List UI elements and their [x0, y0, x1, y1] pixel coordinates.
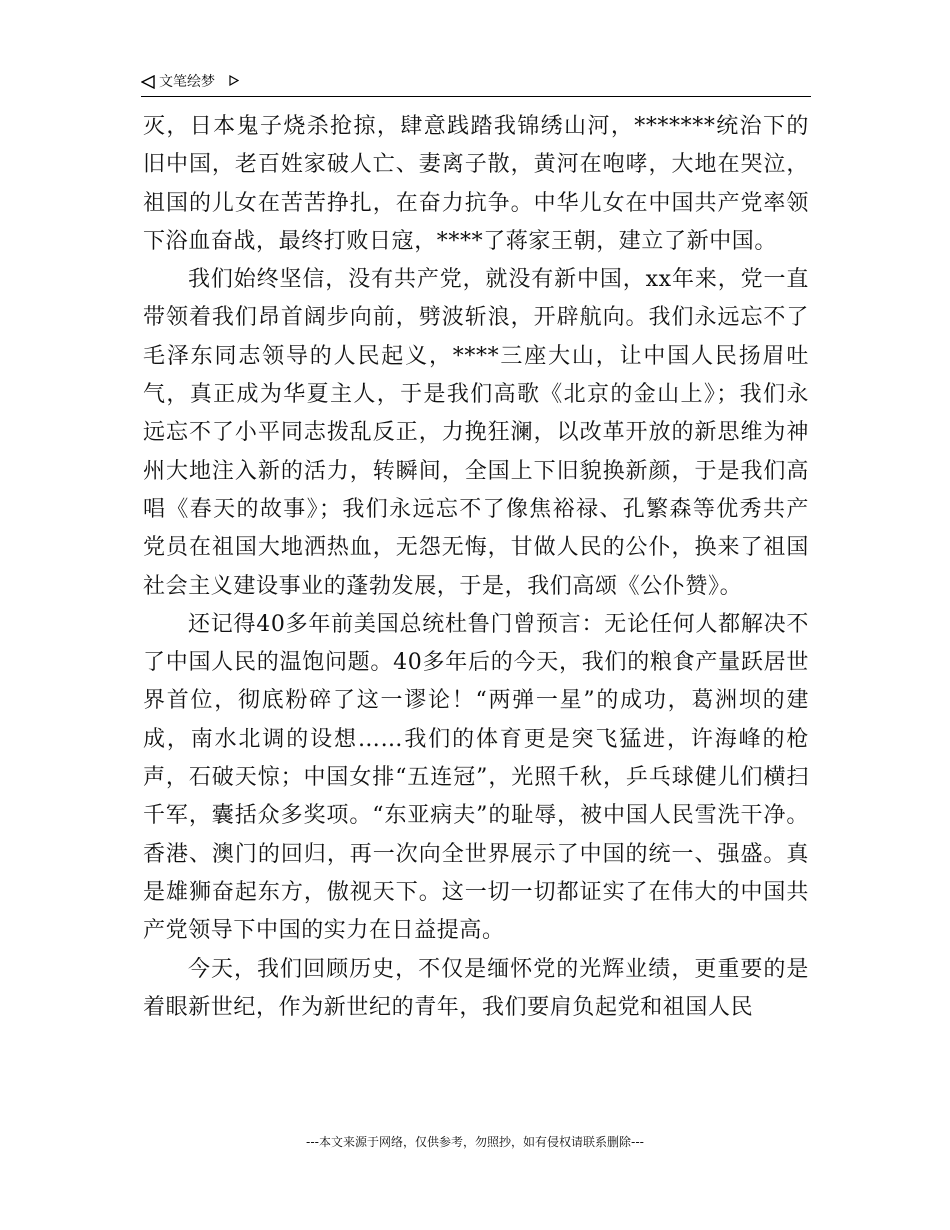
- right-triangle-icon: [229, 75, 239, 86]
- paragraph-2: 我们始终坚信，没有共产党，就没有新中国，xx年来，党一直带领着我们昂首阔步向前，劈波斩浪，开辟航向。我们永远忘不了毛泽东同志领导的人民起义，****三座大山，让中国人民扬眉吐气，真正成为华夏主人，于是我们高歌《北京的金山上》；我们永远忘不了小平同志拨乱反正，力挽狂澜，以改革开放的新思维为神州大地注入新的活力，转瞬间，全国上下旧貌换新颜，于是我们高唱《春天的故事》；我们永远忘不了像焦裕禄、孔繁森等优秀共产党员在祖国大地洒热血，无怨无悔，甘做人民的公仆，换来了祖国社会主义建设事业的蓬勃发展，于是，我们高颂《公仆赞》。: [143, 267, 809, 599]
- paragraph-3: 还记得40多年前美国总统杜鲁门曾预言：无论任何人都解决不了中国人民的温饱问题。40多年后的今天，我们的粮食产量跃居世界首位，彻底粉碎了这一谬论！“两弹一星”的成功，葛洲坝的建成，南水北调的设想……我们的体育更是突飞猛进，许海峰的枪声，石破天惊；中国女排“五连冠”，光照千秋，乒乓球健儿们横扫千军，囊括众多奖项。“东亚病夫”的耻辱，被中国人民雪洗干净。香港、澳门的回归，再一次向全世界展示了中国的统一、强盛。真是雄狮奋起东方，傲视天下。这一切一切都证实了在伟大的中国共产党领导下中国的实力在日益提高。: [143, 611, 809, 944]
- paragraph-1: 灭，日本鬼子烧杀抢掠，肆意践踏我锦绣山河，*******统治下的旧中国，老百姓家破人亡、妻离子散，黄河在咆哮，大地在哭泣，祖国的儿女在苦苦挣扎，在奋力抗争。中华儿女在中国共产党率领下浴血奋战，最终打败日寇，****了蒋家王朝，建立了新中国。: [143, 114, 809, 254]
- left-triangle-icon: [141, 75, 155, 89]
- document-body: [143, 108, 809, 1027]
- header-title: 文笔绘梦: [159, 74, 215, 90]
- paragraph-4: 今天，我们回顾历史，不仅是缅怀党的光辉业绩，更重要的是着眼新世纪，作为新世纪的青年，我们要肩负起党和祖国人民: [143, 956, 809, 1020]
- page-header: [141, 72, 811, 97]
- page-footer: ---本文来源于网络，仅供参考，勿照抄，如有侵权请联系删除---: [306, 1135, 644, 1149]
